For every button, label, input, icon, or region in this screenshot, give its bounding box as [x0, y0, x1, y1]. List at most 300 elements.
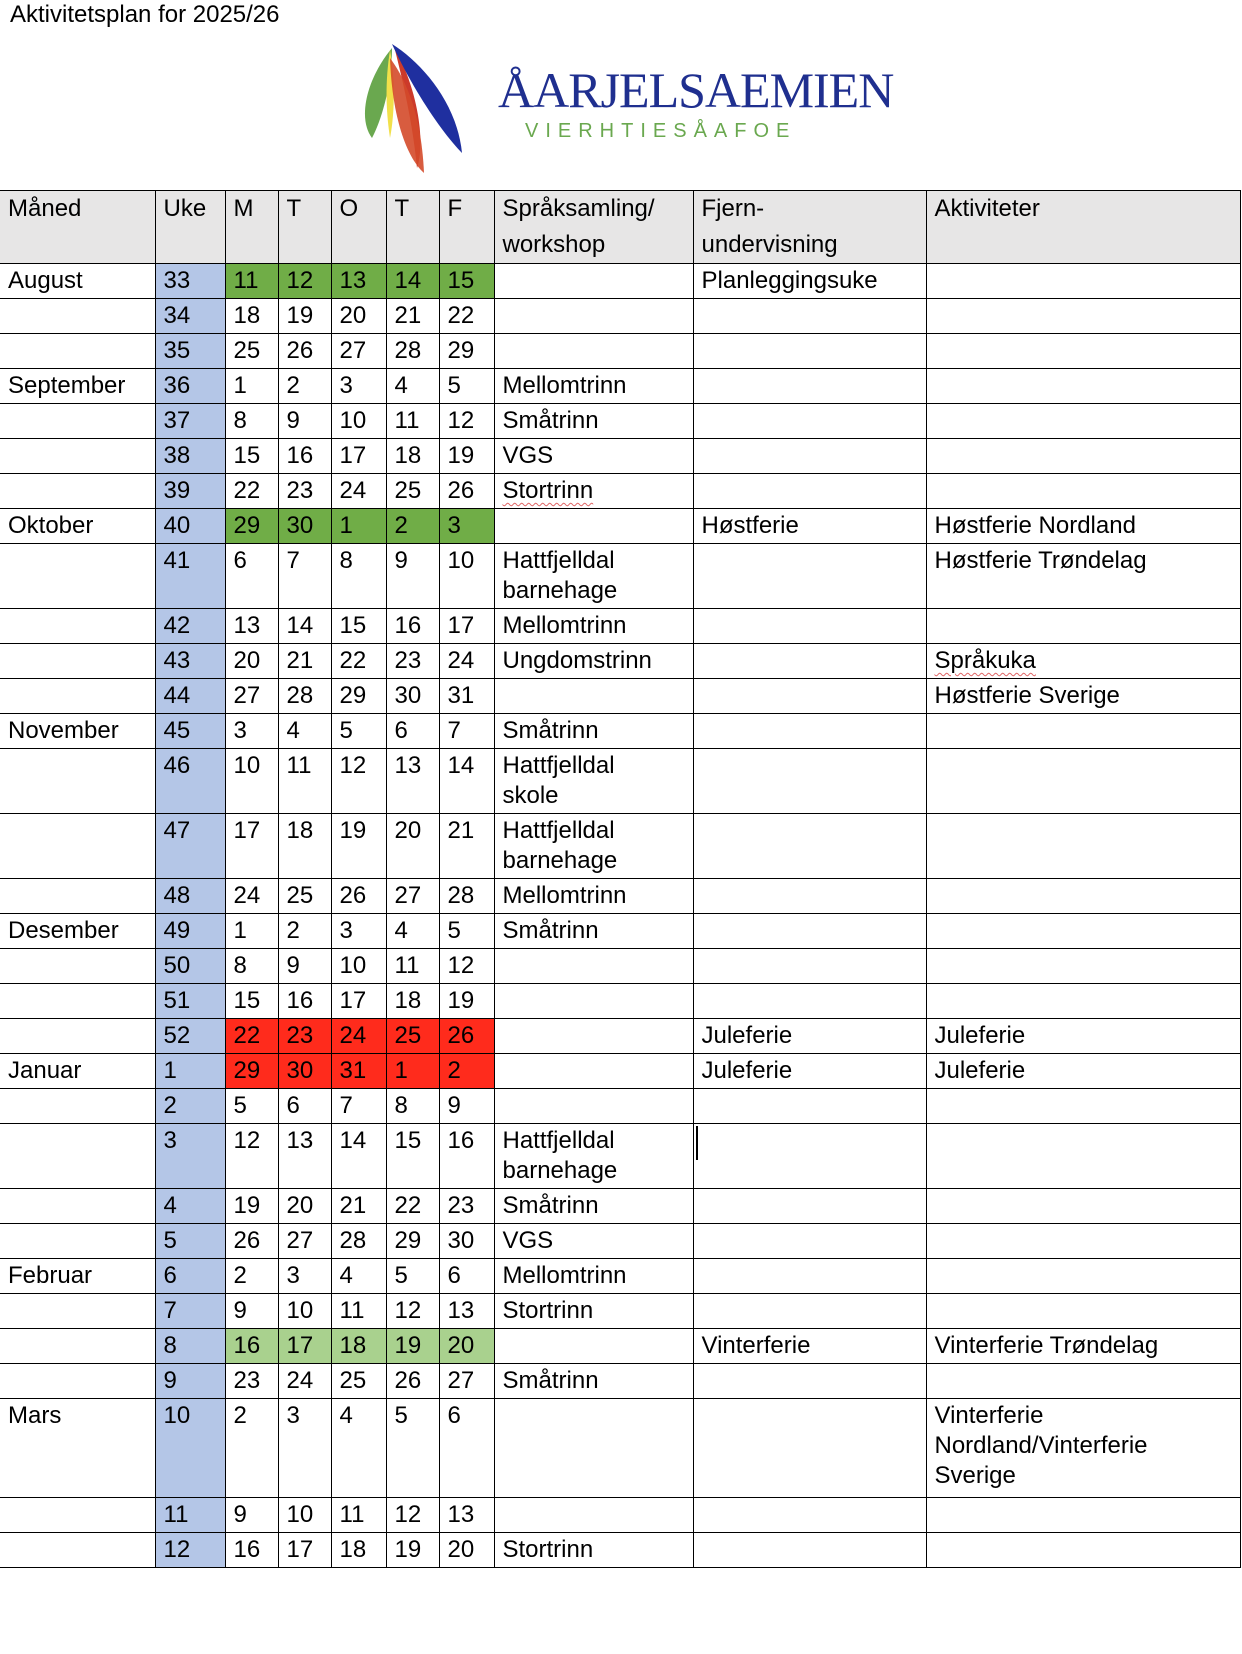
day-cell — [439, 814, 494, 879]
day-cell — [386, 1224, 439, 1259]
workshop-text: Mellomtrinn — [502, 612, 627, 639]
month-cell — [0, 984, 155, 1019]
activities-cell — [926, 609, 1240, 644]
workshop-text: Mellomtrinn — [502, 372, 627, 399]
day-cell — [278, 1259, 331, 1294]
week-cell-text: 5 — [163, 1227, 177, 1254]
day-cell-text: 16 — [447, 1127, 475, 1154]
day-cell-text: 4 — [339, 1262, 353, 1289]
table-row — [0, 679, 1240, 714]
header-day-mon: M — [225, 191, 278, 264]
month-cell — [0, 1399, 155, 1498]
week-cell-text: 44 — [163, 682, 191, 709]
week-cell-text: 33 — [163, 267, 191, 294]
workshop-text: Stortrinn — [502, 1536, 594, 1563]
day-cell-text: 16 — [233, 1332, 261, 1359]
day-cell — [225, 714, 278, 749]
week-cell — [155, 544, 225, 609]
week-cell-text: 38 — [163, 442, 191, 469]
feather-logo-icon — [362, 38, 477, 178]
week-cell-text: 10 — [163, 1402, 191, 1429]
week-cell-text: 48 — [163, 882, 191, 909]
month-cell — [0, 509, 155, 544]
day-cell — [278, 949, 331, 984]
week-cell-text: 12 — [163, 1536, 191, 1563]
remote-teaching-cell — [693, 1399, 926, 1498]
week-cell — [155, 1019, 225, 1054]
workshop-cell — [494, 404, 693, 439]
day-cell-text: 1 — [233, 372, 247, 399]
day-cell-text: 4 — [394, 372, 408, 399]
day-cell — [386, 439, 439, 474]
month-cell-text: September — [8, 372, 126, 399]
day-cell — [386, 1089, 439, 1124]
day-cell — [331, 299, 386, 334]
logo-name: ÅARJELSAEMIEN — [498, 62, 894, 118]
day-cell-text: 2 — [286, 917, 300, 944]
workshop-text: Småtrinn — [502, 717, 599, 744]
day-cell-text: 24 — [286, 1367, 314, 1394]
header-workshop: Språksamling/ workshop — [494, 191, 693, 264]
day-cell — [331, 714, 386, 749]
week-cell — [155, 879, 225, 914]
table-row — [0, 1533, 1240, 1568]
remote-teaching-cell — [693, 914, 926, 949]
day-cell — [439, 264, 494, 299]
table-header-row — [0, 191, 1240, 264]
day-cell-text: 27 — [447, 1367, 475, 1394]
table-row — [0, 714, 1240, 749]
activities-cell — [926, 404, 1240, 439]
day-cell — [386, 1329, 439, 1364]
day-cell — [225, 334, 278, 369]
day-cell-text: 29 — [339, 682, 367, 709]
week-cell — [155, 1533, 225, 1568]
day-cell-text: 30 — [447, 1227, 475, 1254]
day-cell — [386, 679, 439, 714]
day-cell — [225, 264, 278, 299]
day-cell-text: 25 — [286, 882, 314, 909]
activities-cell — [926, 814, 1240, 879]
workshop-text: Hattfjelldal — [502, 547, 615, 574]
header-remote-teaching: Fjern- undervisning — [693, 191, 926, 264]
day-cell — [386, 1533, 439, 1568]
day-cell-text: 19 — [339, 817, 367, 844]
header-day-fri: F — [439, 191, 494, 264]
day-cell-text: 13 — [286, 1127, 314, 1154]
day-cell — [278, 1533, 331, 1568]
week-cell — [155, 299, 225, 334]
day-cell — [225, 1399, 278, 1498]
activities-cell — [926, 1329, 1240, 1364]
day-cell — [439, 1399, 494, 1498]
remote-teaching-cell — [693, 679, 926, 714]
remote-teaching-cell — [693, 439, 926, 474]
workshop-text: Hattfjelldal — [502, 1127, 615, 1154]
day-cell-text: 2 — [447, 1057, 461, 1084]
day-cell-text: 4 — [339, 1402, 353, 1429]
workshop-cell — [494, 1399, 693, 1498]
day-cell — [278, 714, 331, 749]
activities-cell — [926, 334, 1240, 369]
activities-cell — [926, 1189, 1240, 1224]
day-cell — [386, 714, 439, 749]
week-cell — [155, 369, 225, 404]
day-cell-text: 3 — [233, 717, 247, 744]
activities-cell — [926, 1124, 1240, 1189]
day-cell-text: 6 — [394, 717, 408, 744]
day-cell-text: 13 — [339, 267, 367, 294]
month-cell — [0, 1364, 155, 1399]
activity-text: Språkuka — [934, 647, 1036, 674]
workshop-cell — [494, 1089, 693, 1124]
month-cell — [0, 1089, 155, 1124]
day-cell — [225, 679, 278, 714]
day-cell — [386, 1294, 439, 1329]
table-row — [0, 1364, 1240, 1399]
table-row — [0, 879, 1240, 914]
day-cell — [386, 1364, 439, 1399]
day-cell-text: 18 — [339, 1536, 367, 1563]
day-cell-text: 12 — [394, 1501, 422, 1528]
week-cell — [155, 644, 225, 679]
day-cell — [225, 369, 278, 404]
day-cell — [439, 949, 494, 984]
table-row — [0, 1054, 1240, 1089]
workshop-cell — [494, 1124, 693, 1189]
day-cell — [331, 879, 386, 914]
month-cell — [0, 644, 155, 679]
month-cell-text: Mars — [8, 1402, 62, 1429]
workshop-cell — [494, 914, 693, 949]
day-cell-text: 27 — [394, 882, 422, 909]
day-cell-text: 17 — [233, 817, 261, 844]
week-cell — [155, 1329, 225, 1364]
day-cell — [331, 509, 386, 544]
remote-teaching-cell — [693, 644, 926, 679]
day-cell — [331, 1294, 386, 1329]
day-cell-text: 19 — [447, 442, 475, 469]
remote-teaching-cell — [693, 1498, 926, 1533]
table-row — [0, 1224, 1240, 1259]
day-cell-text: 10 — [339, 407, 367, 434]
day-cell-text: 20 — [286, 1192, 314, 1219]
activities-cell — [926, 1294, 1240, 1329]
day-cell-text: 17 — [286, 1332, 314, 1359]
day-cell — [225, 1533, 278, 1568]
day-cell-text: 22 — [233, 477, 261, 504]
day-cell-text: 19 — [394, 1332, 422, 1359]
remote-teaching-cell-text: Høstferie — [701, 512, 799, 539]
day-cell-text: 10 — [286, 1501, 314, 1528]
week-cell-text: 45 — [163, 717, 191, 744]
activities-cell — [926, 299, 1240, 334]
day-cell — [278, 404, 331, 439]
remote-teaching-cell — [693, 814, 926, 879]
activities-cell — [926, 544, 1240, 609]
day-cell-text: 11 — [394, 952, 420, 979]
day-cell — [278, 1498, 331, 1533]
day-cell-text: 25 — [394, 477, 422, 504]
month-cell — [0, 474, 155, 509]
workshop-text: Hattfjelldal — [502, 817, 615, 844]
day-cell-text: 24 — [339, 477, 367, 504]
week-cell — [155, 749, 225, 814]
month-cell — [0, 334, 155, 369]
day-cell — [225, 1364, 278, 1399]
week-cell-text: 36 — [163, 372, 191, 399]
day-cell-text: 3 — [339, 372, 353, 399]
day-cell-text: 23 — [286, 1022, 314, 1049]
activities-cell — [926, 1364, 1240, 1399]
month-cell — [0, 369, 155, 404]
day-cell-text: 23 — [447, 1192, 475, 1219]
day-cell — [331, 1124, 386, 1189]
day-cell-text: 13 — [233, 612, 261, 639]
week-cell — [155, 1364, 225, 1399]
day-cell-text: 10 — [286, 1297, 314, 1324]
day-cell-text: 20 — [394, 817, 422, 844]
week-cell-text: 51 — [163, 987, 191, 1014]
day-cell — [225, 544, 278, 609]
day-cell — [225, 474, 278, 509]
day-cell — [439, 474, 494, 509]
day-cell-text: 24 — [233, 882, 261, 909]
workshop-text: Stortrinn — [502, 477, 594, 504]
day-cell — [331, 264, 386, 299]
workshop-cell — [494, 369, 693, 404]
remote-teaching-cell — [693, 609, 926, 644]
remote-teaching-cell — [693, 474, 926, 509]
remote-teaching-cell — [693, 1364, 926, 1399]
workshop-cell — [494, 334, 693, 369]
day-cell — [386, 1124, 439, 1189]
table-row — [0, 544, 1240, 609]
day-cell — [439, 679, 494, 714]
activity-text: Nordland/Vinterferie — [934, 1432, 1148, 1459]
week-cell — [155, 1054, 225, 1089]
month-cell — [0, 1019, 155, 1054]
day-cell-text: 2 — [286, 372, 300, 399]
week-cell-text: 35 — [163, 337, 191, 364]
day-cell-text: 17 — [339, 987, 367, 1014]
workshop-cell — [494, 1533, 693, 1568]
day-cell — [331, 1399, 386, 1498]
day-cell-text: 4 — [286, 717, 300, 744]
activities-cell — [926, 1019, 1240, 1054]
week-cell-text: 7 — [163, 1297, 177, 1324]
day-cell-text: 19 — [233, 1192, 261, 1219]
day-cell — [439, 509, 494, 544]
day-cell-text: 12 — [233, 1127, 261, 1154]
day-cell — [278, 299, 331, 334]
day-cell — [439, 1533, 494, 1568]
header-activities: Aktiviteter — [926, 191, 1240, 264]
day-cell — [278, 369, 331, 404]
day-cell — [331, 644, 386, 679]
week-cell-text: 8 — [163, 1332, 177, 1359]
day-cell-text: 18 — [339, 1332, 367, 1359]
day-cell-text: 7 — [447, 717, 461, 744]
day-cell — [225, 1329, 278, 1364]
month-cell — [0, 1189, 155, 1224]
day-cell-text: 28 — [339, 1227, 367, 1254]
month-cell-text: November — [8, 717, 119, 744]
day-cell — [439, 1019, 494, 1054]
day-cell — [386, 949, 439, 984]
day-cell — [278, 264, 331, 299]
week-cell — [155, 714, 225, 749]
day-cell-text: 23 — [394, 647, 422, 674]
header-day-wed: O — [331, 191, 386, 264]
activities-cell — [926, 509, 1240, 544]
table-row — [0, 1124, 1240, 1189]
day-cell — [225, 1259, 278, 1294]
day-cell — [439, 299, 494, 334]
table-row — [0, 1189, 1240, 1224]
workshop-cell — [494, 1189, 693, 1224]
header-week: Uke — [155, 191, 225, 264]
day-cell — [278, 1364, 331, 1399]
week-cell-text: 2 — [163, 1092, 177, 1119]
table-row — [0, 369, 1240, 404]
remote-teaching-cell — [693, 334, 926, 369]
remote-teaching-cell-text: Planleggingsuke — [701, 267, 878, 294]
day-cell — [439, 1089, 494, 1124]
remote-teaching-cell — [693, 1329, 926, 1364]
week-cell — [155, 1089, 225, 1124]
week-cell — [155, 404, 225, 439]
day-cell-text: 16 — [394, 612, 422, 639]
day-cell-text: 1 — [339, 512, 353, 539]
day-cell-text: 5 — [447, 917, 461, 944]
day-cell-text: 22 — [233, 1022, 261, 1049]
week-cell — [155, 914, 225, 949]
table-row — [0, 299, 1240, 334]
month-cell — [0, 714, 155, 749]
day-cell — [278, 1089, 331, 1124]
day-cell — [386, 644, 439, 679]
table-row — [0, 984, 1240, 1019]
day-cell-text: 9 — [286, 407, 300, 434]
workshop-text-line2: barnehage — [502, 847, 618, 874]
day-cell — [386, 369, 439, 404]
workshop-text: Ungdomstrinn — [502, 647, 652, 674]
month-cell — [0, 1124, 155, 1189]
day-cell — [331, 404, 386, 439]
day-cell — [225, 509, 278, 544]
organization-logo — [380, 38, 894, 183]
day-cell — [225, 814, 278, 879]
day-cell — [439, 1054, 494, 1089]
activities-cell — [926, 1399, 1240, 1498]
remote-teaching-cell — [693, 749, 926, 814]
day-cell-text: 28 — [286, 682, 314, 709]
activities-cell — [926, 984, 1240, 1019]
workshop-cell — [494, 544, 693, 609]
month-cell — [0, 439, 155, 474]
workshop-text: VGS — [502, 1227, 554, 1254]
week-cell — [155, 1294, 225, 1329]
day-cell — [331, 544, 386, 609]
day-cell — [331, 1089, 386, 1124]
remote-teaching-cell — [693, 299, 926, 334]
table-row — [0, 749, 1240, 814]
day-cell — [278, 1054, 331, 1089]
remote-teaching-cell — [693, 544, 926, 609]
day-cell-text: 17 — [286, 1536, 314, 1563]
day-cell-text: 8 — [339, 547, 353, 574]
workshop-cell — [494, 474, 693, 509]
remote-teaching-cell — [693, 1259, 926, 1294]
day-cell — [439, 879, 494, 914]
day-cell — [439, 1329, 494, 1364]
day-cell-text: 29 — [233, 1057, 261, 1084]
week-cell — [155, 1498, 225, 1533]
day-cell-text: 11 — [339, 1297, 365, 1324]
day-cell — [278, 879, 331, 914]
day-cell-text: 31 — [447, 682, 475, 709]
day-cell-text: 15 — [233, 987, 261, 1014]
week-cell-text: 37 — [163, 407, 191, 434]
day-cell-text: 22 — [447, 302, 475, 329]
day-cell — [278, 644, 331, 679]
day-cell — [439, 714, 494, 749]
month-cell-text: Oktober — [8, 512, 94, 539]
day-cell-text: 21 — [394, 302, 422, 329]
activity-text: Høstferie Nordland — [934, 512, 1136, 539]
day-cell — [225, 644, 278, 679]
workshop-text: Mellomtrinn — [502, 882, 627, 909]
week-cell — [155, 609, 225, 644]
activities-cell — [926, 1224, 1240, 1259]
activity-text: Høstferie Trøndelag — [934, 547, 1147, 574]
remote-teaching-cell — [693, 1224, 926, 1259]
day-cell — [225, 914, 278, 949]
month-cell — [0, 749, 155, 814]
month-cell-text: August — [8, 267, 83, 294]
day-cell-text: 11 — [339, 1501, 365, 1528]
workshop-cell — [494, 714, 693, 749]
day-cell — [278, 814, 331, 879]
day-cell — [225, 404, 278, 439]
day-cell-text: 9 — [286, 952, 300, 979]
workshop-cell — [494, 439, 693, 474]
day-cell-text: 13 — [447, 1501, 475, 1528]
workshop-cell — [494, 879, 693, 914]
header-day-thu: T — [386, 191, 439, 264]
week-cell-text: 52 — [163, 1022, 191, 1049]
week-cell-text: 39 — [163, 477, 191, 504]
workshop-text: Hattfjelldal — [502, 752, 615, 779]
day-cell-text: 12 — [394, 1297, 422, 1324]
activities-cell — [926, 474, 1240, 509]
day-cell — [386, 299, 439, 334]
activities-cell — [926, 264, 1240, 299]
week-cell-text: 46 — [163, 752, 191, 779]
workshop-text-line2: barnehage — [502, 1157, 618, 1184]
day-cell — [386, 609, 439, 644]
day-cell-text: 12 — [447, 952, 475, 979]
day-cell-text: 20 — [233, 647, 261, 674]
day-cell — [386, 1019, 439, 1054]
day-cell — [331, 1054, 386, 1089]
remote-teaching-cell[interactable] — [693, 1124, 926, 1189]
remote-teaching-cell-text: Juleferie — [701, 1057, 793, 1084]
workshop-text: Mellomtrinn — [502, 1262, 627, 1289]
day-cell — [331, 679, 386, 714]
day-cell — [331, 1224, 386, 1259]
